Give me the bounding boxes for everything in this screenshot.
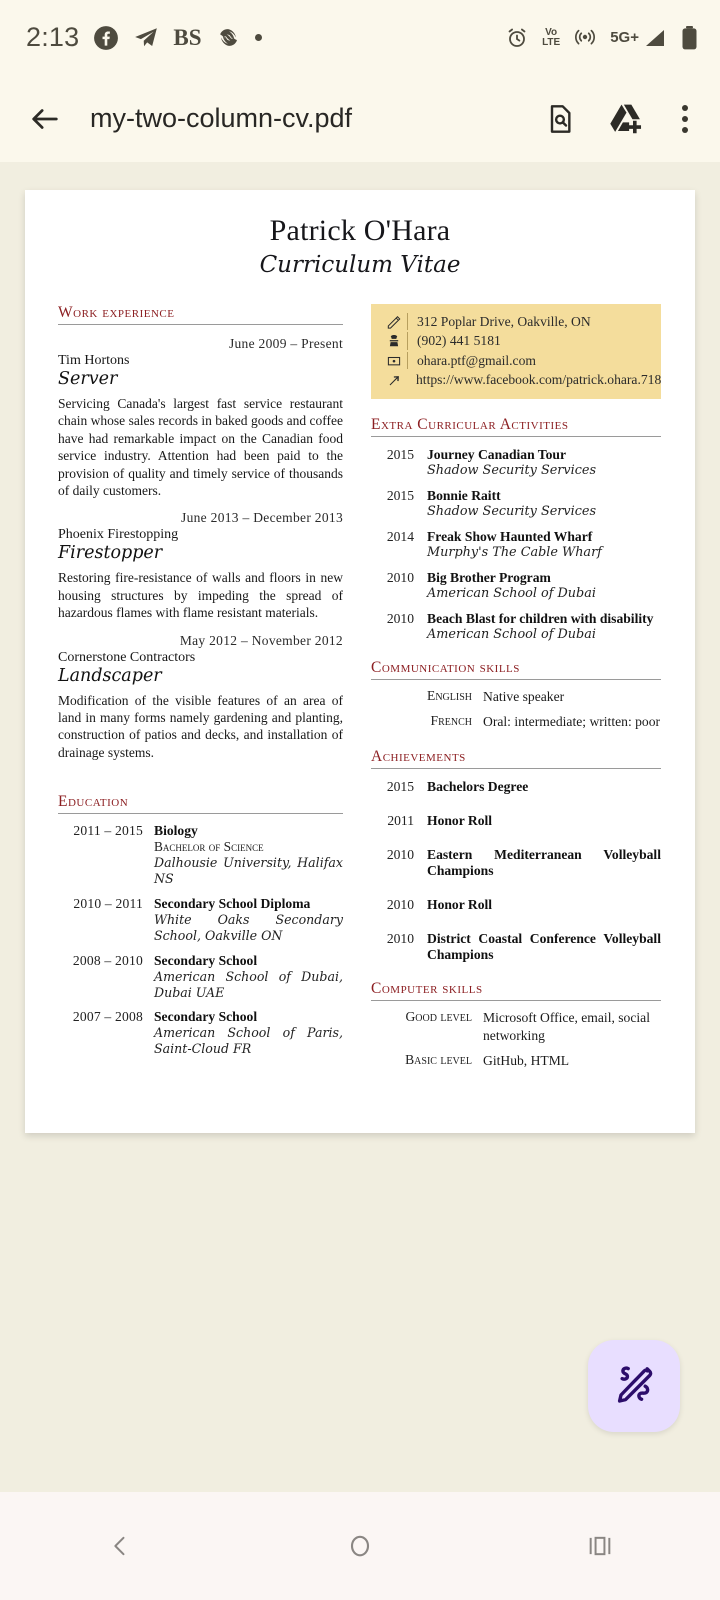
app-bar-actions xyxy=(544,99,698,139)
nav-back-button[interactable] xyxy=(50,1511,190,1581)
achievement-title: Eastern Mediterranean Volleyball Champions xyxy=(427,846,661,878)
activity-title: Big Brother Program xyxy=(427,569,551,585)
education-place: Dalhousie University, Halifax NS xyxy=(154,855,343,887)
job-date: June 2009 – Present xyxy=(228,336,343,351)
annotate-pen-icon xyxy=(610,1360,658,1413)
job-date: May 2012 – November 2012 xyxy=(179,632,343,648)
section-achievements xyxy=(371,748,661,769)
activity-year: 2015 xyxy=(386,446,414,462)
education-row xyxy=(58,896,343,944)
activity-title: Bonnie Raitt xyxy=(427,487,501,503)
section-heading-achievements: Achievements xyxy=(371,748,661,769)
achievement-row xyxy=(371,813,661,829)
activity-row xyxy=(371,611,661,642)
contact-row-phone xyxy=(381,332,649,349)
link-icon xyxy=(381,371,407,387)
section-heading-communication: Communication skills xyxy=(371,659,661,680)
activity-org: American School of Dubai xyxy=(427,585,596,601)
education-row xyxy=(58,953,343,1001)
status-bar xyxy=(0,0,720,75)
app-bar xyxy=(0,75,720,162)
pdf-page[interactable] xyxy=(25,190,695,1133)
achievement-row xyxy=(371,847,661,879)
contact-email: ohara.ptf@gmail.com xyxy=(417,352,536,368)
find-in-document-icon[interactable] xyxy=(544,103,576,135)
education-row xyxy=(58,1009,343,1057)
contact-address: 312 Poplar Drive, Oakville, ON xyxy=(417,314,591,329)
alarm-icon xyxy=(505,26,529,50)
status-bar-left xyxy=(26,22,262,53)
achievement-year: 2010 xyxy=(386,896,414,912)
education-years: 2007 – 2008 xyxy=(72,1009,143,1025)
education-place: American School of Dubai, Dubai UAE xyxy=(154,968,343,1000)
activity-year: 2014 xyxy=(386,528,414,544)
education-place: American School of Paris, Saint-Cloud FR xyxy=(154,1025,343,1057)
education-title: Biology xyxy=(154,823,198,839)
cv-left-column xyxy=(58,304,343,1070)
document-title: my-two-column-cv.pdf xyxy=(90,103,353,133)
communication-language: English xyxy=(427,687,472,703)
bs-app-icon: BS xyxy=(173,24,202,50)
activity-org: Shadow Security Services xyxy=(427,462,597,478)
system-navigation-bar xyxy=(0,1492,720,1600)
activity-org: American School of Dubai xyxy=(427,626,596,642)
job-entry xyxy=(58,633,343,762)
activity-row xyxy=(371,529,661,560)
contact-row-address xyxy=(381,313,649,330)
computer-skill-level: Basic level xyxy=(405,1052,472,1068)
communication-row xyxy=(371,688,661,706)
education-title: Secondary School xyxy=(154,1009,258,1025)
volte-icon xyxy=(542,28,560,48)
hotspot-icon xyxy=(573,26,597,50)
annotate-fab-button[interactable] xyxy=(588,1340,680,1432)
cv-subtitle: Curriculum Vitae xyxy=(259,252,461,278)
computer-skill-value: Microsoft Office, email, social networking xyxy=(483,1009,650,1043)
status-clock: 2:13 xyxy=(26,22,80,52)
job-role: Landscaper xyxy=(58,665,162,686)
achievement-year: 2011 xyxy=(387,812,414,828)
section-work-experience xyxy=(58,304,343,325)
contact-row-email xyxy=(381,352,649,369)
achievement-year: 2010 xyxy=(386,846,414,862)
activity-title: Beach Blast for children with disability xyxy=(427,610,654,626)
status-bar-right xyxy=(505,25,698,51)
cv-columns xyxy=(58,304,662,1070)
job-entry xyxy=(58,510,343,621)
achievement-row xyxy=(371,897,661,913)
job-employer: Phoenix Firestopping xyxy=(58,527,179,543)
section-extra-curricular xyxy=(371,416,661,437)
achievement-row xyxy=(371,931,661,963)
achievement-row xyxy=(371,779,661,795)
achievement-title: Honor Roll xyxy=(427,812,493,828)
computer-skill-level: Good level xyxy=(405,1008,472,1024)
contact-row-link xyxy=(381,371,662,388)
education-title: Secondary School xyxy=(154,952,258,968)
job-description: Modification of the visible features of an area of land in many forms namely gardening and planting, construction of patios and decks, and installation of drainage systems. xyxy=(58,692,343,760)
education-title: Secondary School Diploma xyxy=(154,896,311,911)
education-years: 2008 – 2010 xyxy=(72,952,143,968)
activity-title: Journey Canadian Tour xyxy=(427,446,567,462)
zoho-icon xyxy=(216,25,241,50)
job-employer: Tim Hortons xyxy=(58,353,130,368)
job-role: Server xyxy=(58,369,118,389)
communication-row xyxy=(371,713,661,731)
back-arrow-icon[interactable] xyxy=(28,102,62,136)
volte-bottom-label: LTE xyxy=(542,36,561,48)
activity-year: 2010 xyxy=(386,569,414,585)
battery-icon xyxy=(681,25,698,51)
activity-org: Shadow Security Services xyxy=(427,503,597,519)
telegram-icon xyxy=(133,25,159,51)
education-years: 2010 – 2011 xyxy=(73,896,143,911)
signal-icon xyxy=(610,26,668,50)
achievement-title: Honor Roll xyxy=(427,896,493,912)
section-heading-work: Work experience xyxy=(58,304,343,325)
computer-skill-row xyxy=(371,1009,661,1044)
activity-row xyxy=(371,488,661,519)
computer-skill-value: GitHub, HTML xyxy=(483,1053,570,1069)
contact-phone: (902) 441 5181 xyxy=(417,333,501,349)
achievement-title: District Coastal Conference Volleyball Champions xyxy=(427,930,661,962)
job-description: Restoring fire-resistance of walls and floors in new housing structures by impeding the spread of hazardous flames with flame resistant materials. xyxy=(58,570,343,621)
contact-link: https://www.facebook.com/patrick.ohara.718 xyxy=(416,372,662,388)
section-computer-skills xyxy=(371,980,661,1001)
section-education xyxy=(58,793,343,814)
education-degree: Bachelor of Science xyxy=(154,839,264,855)
section-communication-skills xyxy=(371,659,661,680)
achievement-year: 2010 xyxy=(386,930,414,946)
cv-full-name: Patrick O'Hara xyxy=(269,214,451,247)
activity-year: 2015 xyxy=(386,487,414,503)
phone-icon xyxy=(381,332,407,348)
activity-row xyxy=(371,447,661,478)
communication-level: Native speaker xyxy=(483,688,565,704)
job-employer: Cornerstone Contractors xyxy=(58,649,196,665)
communication-level: Oral: intermediate; written: poor xyxy=(483,714,661,730)
achievement-title: Bachelors Degree xyxy=(427,778,529,794)
communication-language: French xyxy=(430,713,472,729)
nav-home-button[interactable] xyxy=(290,1511,430,1581)
education-place: White Oaks Secondary School, Oakville ON xyxy=(154,912,343,943)
save-to-drive-icon[interactable] xyxy=(606,102,642,136)
job-entry xyxy=(58,336,343,499)
education-row xyxy=(58,823,343,887)
section-heading-extra-curricular: Extra Curricular Activities xyxy=(371,416,661,437)
more-notifications-dot xyxy=(255,34,262,41)
activity-row xyxy=(371,570,661,601)
job-date: June 2013 – December 2013 xyxy=(181,510,343,526)
nav-recents-button[interactable] xyxy=(530,1511,670,1581)
activity-org: Murphy's The Cable Wharf xyxy=(427,544,602,560)
job-description: Servicing Canada's largest fast service restaurant chain whose sales records in baked goods and coffee have had remarkable impact on the Canadian food service industry. Attention had been paid to the provision of quality and timely service of thousands of daily customers. xyxy=(58,396,343,499)
education-years: 2011 – 2015 xyxy=(73,823,143,839)
contact-box xyxy=(371,304,661,399)
email-icon xyxy=(381,352,407,368)
address-icon xyxy=(381,313,407,329)
volte-top-label: Vo xyxy=(545,26,558,38)
network-type-label: 5G+ xyxy=(610,29,639,46)
section-heading-education: Education xyxy=(58,793,343,814)
computer-skill-row xyxy=(371,1052,661,1070)
more-options-icon[interactable] xyxy=(672,99,698,139)
activity-title: Freak Show Haunted Wharf xyxy=(427,528,593,544)
job-role: Firestopper xyxy=(58,543,163,564)
facebook-icon xyxy=(93,25,119,51)
cv-right-column xyxy=(371,304,661,1070)
section-heading-computer: Computer skills xyxy=(371,980,661,1001)
achievement-year: 2015 xyxy=(386,778,414,794)
activity-year: 2010 xyxy=(386,610,414,626)
